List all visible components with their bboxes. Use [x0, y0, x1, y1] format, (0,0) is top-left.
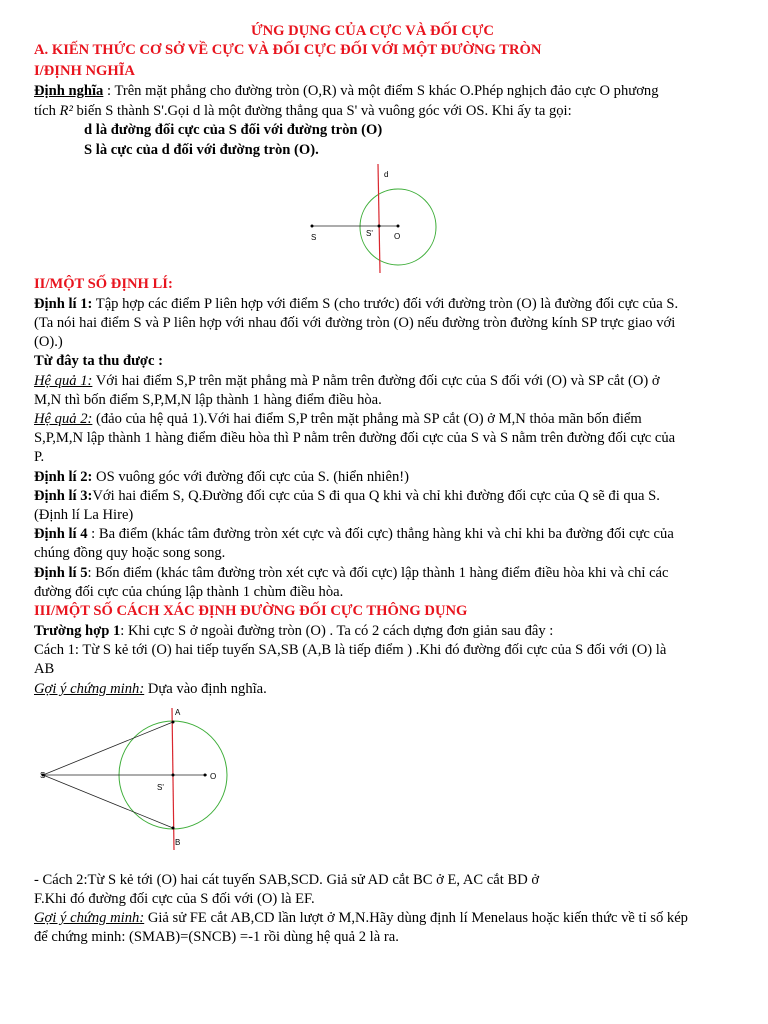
figure1-polar-line — [378, 164, 380, 273]
section-a-heading: A. KIẾN THỨC CƠ SỞ VỀ CỰC VÀ ĐỐI CỰC ĐỐI VỚI MỘT ĐƯỜNG TRÒN — [34, 42, 542, 58]
theorem-3-text-1: Với hai điểm S, Q.Đường đối cực của S đi qua Q khi và chỉ khi đường đối cực của Q sẽ đi qua S. — [92, 488, 660, 504]
definition-polar: d là đường đối cực của S đối với đường tròn (O) — [84, 122, 383, 138]
definition-text-2a: tích — [34, 103, 60, 119]
definition-line-2 — [34, 102, 572, 120]
theorem-1-text-1: Tập hợp các điểm P liên hợp với điểm S (cho trước) đối với đường tròn (O) là đường đối cực của S. — [92, 296, 679, 312]
page-title: ỨNG DỤNG CỦA CỰC VÀ ĐỐI CỰC — [251, 23, 494, 39]
corollary-1-line-2: M,N thì bốn điểm S,P,M,N lập thành 1 hàng điểm điều hòa. — [34, 392, 382, 408]
theorem-2-line — [34, 468, 409, 486]
theorem-5-label: Định lí 5 — [34, 565, 88, 581]
figure2-label-b: B — [175, 838, 181, 847]
figure2-point-sp — [172, 774, 175, 777]
figure-tangents — [32, 700, 252, 860]
hint-1-label: Gợi ý chứng minh: — [34, 681, 145, 697]
theorem-3-line-1 — [34, 487, 660, 505]
corollary-2-label: Hệ quả 2: — [34, 411, 93, 427]
figure2-point-b — [172, 827, 175, 830]
definition-math: R² — [59, 103, 73, 119]
theorem-4-text-1: : Ba điểm (khác tâm đường tròn xét cực và đối cực) thẳng hàng khi và chỉ khi ba đường đối cực của — [87, 526, 674, 542]
theorem-2-label: Định lí 2: — [34, 469, 93, 485]
theorem-1-line-3: (O).) — [34, 334, 63, 350]
hint-1-line — [34, 680, 267, 698]
corollary-2-line-3: P. — [34, 449, 45, 465]
section-3-heading: III/MỘT SỐ CÁCH XÁC ĐỊNH ĐƯỜNG ĐỐI CỰC THÔNG DỤNG — [34, 603, 468, 619]
figure1-point-s — [311, 225, 314, 228]
theorem-3-line-2: (Định lí La Hire) — [34, 507, 134, 523]
figure-polar-definition — [300, 160, 450, 280]
hint-1-text: Dựa vào định nghĩa. — [144, 681, 267, 697]
definition-label: Định nghĩa — [34, 83, 104, 99]
method-2-line-2: F.Khi đó đường đối cực của S đối với (O) là EF. — [34, 891, 315, 907]
section-2-heading: II/MỘT SỐ ĐỊNH LÍ: — [34, 276, 173, 292]
theorem-5-text-1: : Bốn điểm (khác tâm đường tròn xét cực và đối cực) lập thành 1 hàng điểm điều hòa khi và chỉ các — [87, 565, 669, 581]
method-2-line-1: - Cách 2:Từ S kẻ tới (O) hai cát tuyến SAB,SCD. Giả sử AD cắt BC ở E, AC cắt BD ở — [34, 872, 540, 888]
case-1-line — [34, 622, 553, 640]
case-1-label: Trường hợp 1 — [34, 623, 121, 639]
figure2-point-a — [172, 721, 175, 724]
theorem-1-label: Định lí 1: — [34, 296, 93, 312]
theorem-5-line-2: đường đối cực của chúng lập thành 1 chùm điều hòa. — [34, 584, 344, 600]
definition-text-1: : Trên mặt phẳng cho đường tròn (O,R) và một điểm S khác O.Phép nghịch đảo cực O phương — [103, 83, 659, 99]
corollary-2-line-2: S,P,M,N lập thành 1 hàng điểm điều hòa thì P nằm trên đường đối cực của S và S nằm trên đường đối cực của — [34, 430, 676, 446]
corollary-1-line-1 — [34, 372, 660, 390]
figure2-label-a: A — [175, 708, 181, 717]
theorem-1-line-2: (Ta nói hai điểm S và P liên hợp với nhau đối với đường tròn (O) nếu đường tròn đường kính SP trực giao với — [34, 315, 676, 331]
figure1-label-sp: S' — [366, 229, 373, 238]
figure1-point-o — [397, 225, 400, 228]
figure1-label-d: d — [384, 170, 389, 179]
figure1-point-sp — [378, 225, 381, 228]
theorem-4-label: Định lí 4 — [34, 526, 88, 542]
theorem-2-text: OS vuông góc với đường đối cực của S. (hiển nhiên!) — [92, 469, 409, 485]
figure1-label-o: O — [394, 232, 401, 241]
corollary-1-label: Hệ quả 1: — [34, 373, 93, 389]
figure2-label-o: O — [210, 772, 217, 781]
theorem-5-line-1 — [34, 564, 669, 582]
corollary-2-line-1 — [34, 410, 642, 428]
definition-text-2b: biến S thành S'.Gọi d là một đường thẳng qua S' và vuông góc với OS. Khi ấy ta gọi: — [72, 103, 572, 119]
definition-pole: S là cực của d đối với đường tròn (O). — [84, 142, 319, 158]
consequence-intro: Từ đây ta thu được : — [34, 353, 163, 369]
figure2-tangent-sa — [43, 722, 173, 775]
method-1-line-1: Cách 1: Từ S kẻ tới (O) hai tiếp tuyến SA,SB (A,B là tiếp điểm ) .Khi đó đường đối cực của S đối với (O) là — [34, 642, 667, 658]
section-1-heading: I/ĐỊNH NGHĨA — [34, 63, 135, 79]
figure2-label-sp: S' — [157, 783, 164, 792]
hint-2-line-2: để chứng minh: (SMAB)=(SNCB) =-1 rồi dùng hệ quả 2 là ra. — [34, 929, 399, 945]
hint-2-line-1 — [34, 909, 688, 927]
theorem-1-line-1 — [34, 295, 678, 313]
method-1-line-2: AB — [34, 661, 55, 677]
case-1-text: : Khi cực S ở ngoài đường tròn (O) . Ta có 2 cách dựng đơn giản sau đây : — [120, 623, 554, 639]
hint-2-text-1: Giả sử FE cắt AB,CD lần lượt ở M,N.Hãy dùng định lí Menelaus hoặc kiến thức về tỉ số kép — [144, 910, 688, 926]
hint-2-label: Gợi ý chứng minh: — [34, 910, 145, 926]
figure2-point-o — [204, 774, 207, 777]
definition-line-1 — [34, 82, 659, 100]
theorem-4-line-2: chúng đồng quy hoặc song song. — [34, 545, 226, 561]
corollary-1-text-1: Với hai điểm S,P trên mặt phẳng mà P nằm trên đường đối cực của S đối với (O) và SP cắt (O) ở — [92, 373, 660, 389]
corollary-2-text-1: (đảo của hệ quả 1).Với hai điểm S,P trên mặt phẳng mà SP cắt (O) ở M,N thỏa mãn bốn điểm — [92, 411, 642, 427]
figure2-label-s: S — [40, 771, 46, 780]
theorem-4-line-1 — [34, 525, 674, 543]
theorem-3-label: Định lí 3: — [34, 488, 93, 504]
figure2-tangent-sb — [43, 775, 173, 828]
figure1-label-s: S — [311, 233, 317, 242]
